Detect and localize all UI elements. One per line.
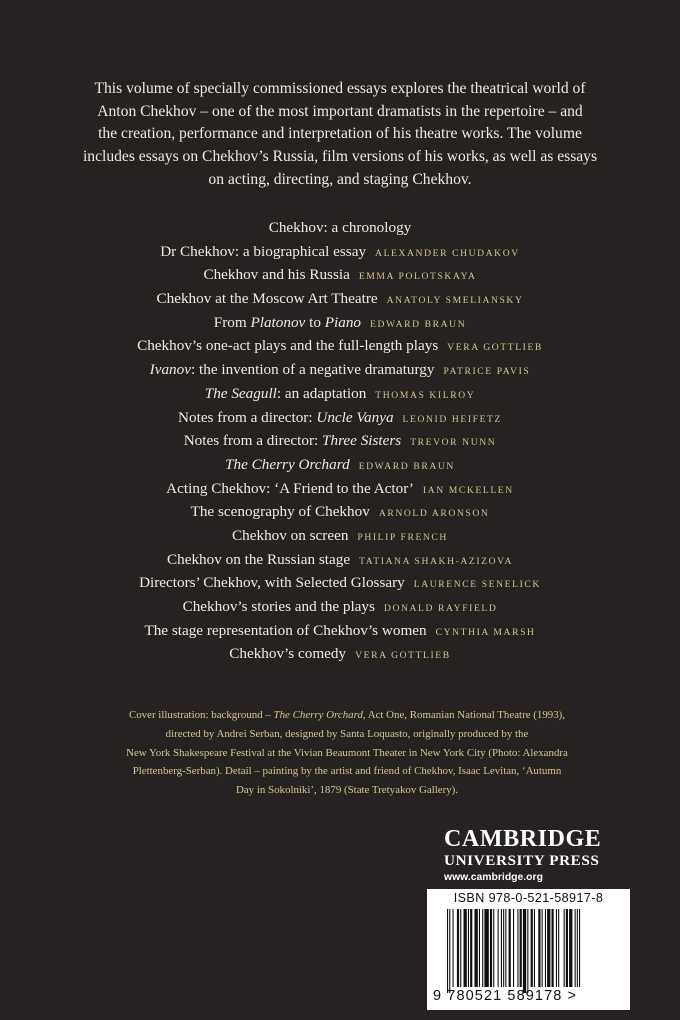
contents-author: ALEXANDER CHUDAKOV (375, 247, 520, 259)
publisher-name: CAMBRIDGE (444, 826, 602, 852)
contents-item (40, 595, 640, 619)
contents-item (40, 216, 640, 240)
contents-author: PHILIP FRENCH (357, 531, 448, 543)
barcode-bar (545, 909, 546, 987)
barcode-bar (460, 909, 461, 987)
contents-title: Directors’ Chekhov, with Selected Glossary (139, 574, 405, 592)
contents-title: Ivanov: the invention of a negative dramaturgy (149, 361, 435, 379)
contents-author: CYNTHIA MARSH (435, 626, 536, 638)
contents-item (40, 334, 640, 358)
barcode-bar (468, 909, 469, 987)
barcode-bar (464, 909, 467, 987)
contents-title: Acting Chekhov: ‘A Friend to the Actor’ (166, 479, 414, 497)
contents-title: Chekhov’s comedy (229, 645, 347, 663)
contents-item (40, 429, 640, 453)
contents-author: EMMA POLOTSKAYA (358, 271, 477, 283)
contents-author: EDWARD BRAUN (370, 318, 467, 330)
contents-author: PATRICE PAVIS (443, 366, 531, 378)
blurb-line: includes essays on Chekhov’s Russia, film versions of his works, as well as essays (82, 148, 598, 166)
contents-title: Chekhov’s stories and the plays (182, 598, 375, 615)
credit-line: New York Shakespeare Festival at the Vivian Beaumont Theater in New York City (Photo: Alexandra (126, 746, 568, 759)
contents-item (40, 311, 640, 335)
contents-author: VERA GOTTLIEB (447, 342, 543, 354)
barcode-bar (552, 909, 554, 987)
barcode-bar (509, 909, 511, 987)
blurb-line: Anton Chekhov – one of the most important dramatists in the repertoire – and (97, 102, 583, 120)
barcode-bar (479, 909, 480, 987)
contents-title: Notes from a director: Uncle Vanya (178, 408, 394, 426)
contents-item (40, 500, 640, 524)
barcode-bar (547, 909, 550, 987)
credit-line: Day in Sokolniki’, 1879 (State Tretyakov Gallery). (235, 784, 459, 797)
barcode (427, 889, 630, 1010)
contents-item (40, 477, 640, 501)
barcode-bar (558, 909, 559, 987)
blurb-line: on acting, directing, and staging Chekhov. (208, 170, 472, 188)
contents-item (40, 406, 640, 430)
barcode-bar (449, 909, 450, 993)
contents-author: ARNOLD ARONSON (378, 508, 490, 520)
contents-title: Notes from a director: Three Sisters (183, 432, 402, 450)
barcode-bar (538, 909, 540, 987)
contents-title: Chekhov on screen (232, 526, 349, 544)
barcode-bar (493, 909, 494, 987)
contents-title: Chekhov: a chronology (268, 219, 412, 236)
contents-author: EDWARD BRAUN (358, 460, 455, 472)
contents-author: LEONID HEIFETZ (402, 413, 502, 425)
credit-line: Plettenberg-Serban). Detail – painting by the artist and friend of Chekhov, Isaac Levitan, ‘Autumn (132, 765, 562, 778)
barcode-bar (534, 909, 535, 987)
barcode-bar (513, 909, 514, 987)
barcode-bar (579, 909, 580, 987)
contents-item (40, 571, 640, 595)
barcode-bar (517, 909, 518, 987)
contents-item (40, 358, 640, 382)
contents-author: TATIANA SHAKH-AZIZOVA (359, 555, 513, 567)
contents-author: IAN MCKELLEN (422, 484, 514, 496)
barcode-bar (490, 909, 492, 987)
contents-title: Chekhov and his Russia (203, 266, 350, 284)
contents-list (40, 216, 640, 666)
publisher-url: www.cambridge.org (444, 872, 543, 883)
blurb-line: This volume of specially commissioned essays explores the theatrical world of (94, 80, 586, 97)
contents-item (40, 382, 640, 406)
contents-item (40, 263, 640, 287)
contents-item (40, 240, 640, 264)
isbn-label: ISBN 978-0-521-58917-8 (453, 891, 604, 905)
contents-item (40, 642, 640, 666)
contents-title: Chekhov’s one-act plays and the full-length plays (137, 337, 439, 355)
contents-title: Chekhov at the Moscow Art Theatre (156, 290, 378, 308)
barcode-bar (501, 909, 502, 987)
barcode-bar (503, 909, 504, 987)
contents-title: From Platonov to Piano (213, 313, 362, 331)
contents-item (40, 453, 640, 477)
barcode-bar (569, 909, 572, 987)
contents-title: Dr Chekhov: a biographical essay (160, 242, 367, 260)
contents-author: THOMAS KILROY (375, 389, 476, 401)
publisher-subtitle: UNIVERSITY PRESS (444, 852, 600, 869)
contents-author: ANATOLY SMELIANSKY (386, 295, 524, 307)
contents-author: TREVOR NUNN (410, 437, 497, 449)
barcode-bar (556, 909, 557, 987)
contents-title: Chekhov on the Russian stage (167, 550, 351, 568)
contents-item (40, 287, 640, 311)
barcode-bar (577, 909, 578, 987)
barcode-bar (520, 909, 522, 987)
barcode-digits: 9 780521 589178 > (433, 988, 578, 1004)
barcode-bar (566, 909, 568, 987)
credit-line: Cover illustration: background – The Cherry Orchard, Act One, Romanian National Theatre (1993), (128, 709, 566, 721)
barcode-bar (505, 909, 506, 987)
barcode-bar (475, 909, 478, 987)
contents-title: The scenography of Chekhov (190, 503, 370, 521)
credit-line: directed by Andrei Serban, designed by Santa Loquasto, originally produced by the (165, 727, 529, 740)
barcode-bar (457, 909, 459, 987)
barcode-bar (523, 909, 526, 993)
contents-item (40, 524, 640, 548)
contents-item (40, 619, 640, 643)
barcode-bar (564, 909, 565, 987)
contents-title: The Cherry Orchard (225, 455, 350, 473)
blurb (80, 78, 600, 192)
barcode-bar (484, 909, 488, 987)
barcode-bar (498, 909, 499, 987)
barcode-bar (453, 909, 454, 987)
barcode-bar (575, 909, 576, 987)
cover-credit (92, 706, 602, 800)
barcode-bar (447, 909, 448, 993)
barcode-bar (531, 909, 533, 987)
blurb-line: the creation, performance and interpretation of his theatre works. The volume (98, 125, 582, 143)
contents-author: DONALD RAYFIELD (383, 603, 498, 614)
contents-title: The stage representation of Chekhov’s women (144, 621, 427, 639)
contents-item (40, 548, 640, 572)
contents-author: LAURENCE SENELICK (413, 579, 541, 591)
barcode-bar (470, 909, 472, 987)
contents-author: VERA GOTTLIEB (355, 650, 451, 662)
barcode-bar (482, 909, 483, 987)
contents-title: The Seagull: an adaptation (204, 384, 367, 402)
barcode-bar (527, 909, 528, 993)
publisher-logo (444, 826, 624, 886)
barcode-bar (542, 909, 543, 987)
